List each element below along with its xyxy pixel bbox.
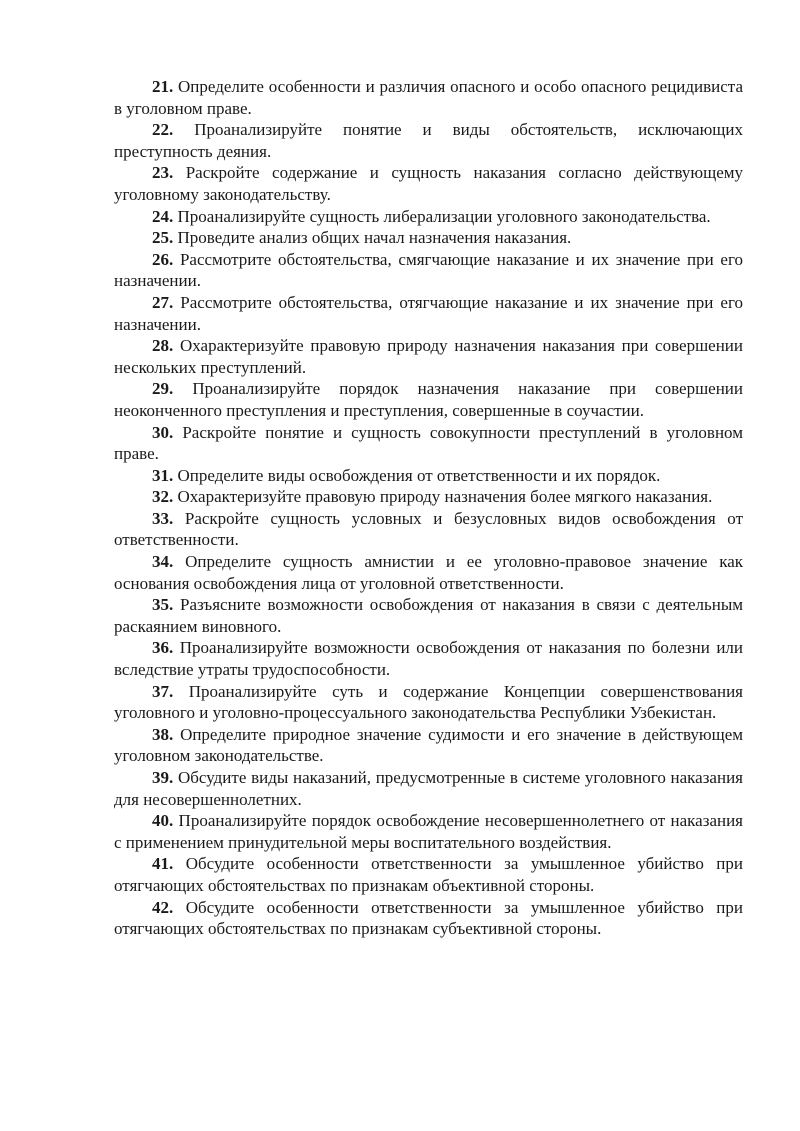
question-text: Определите виды освобождения от ответственности и их порядок. <box>177 465 661 485</box>
question-item <box>114 422 743 465</box>
question-text: Охарактеризуйте правовую природу назначения более мягкого наказания. <box>177 487 713 507</box>
question-text: Проанализируйте порядок освобождение несовершеннолетнего от наказания с применением принудительной меры воспитательного воздействия. <box>114 811 744 852</box>
question-number: 36. <box>152 638 174 658</box>
question-text: Определите природное значение судимости и его значение в действующем уголовном законодательстве. <box>114 724 743 766</box>
question-number: 22. <box>152 120 174 140</box>
question-item <box>114 551 743 594</box>
question-number: 39. <box>152 768 174 787</box>
question-text: Проанализируйте сущность либерализации уголовного законодательства. <box>177 206 711 226</box>
question-item <box>114 508 743 551</box>
question-text: Охарактеризуйте правовую природу назначения наказания при совершении нескольких преступлений. <box>114 336 744 377</box>
question-item <box>114 162 743 205</box>
question-number: 35. <box>152 595 174 615</box>
question-item <box>114 767 743 810</box>
question-item <box>114 853 743 896</box>
question-text: Раскройте понятие и сущность совокупности преступлений в уголовном праве. <box>114 422 743 464</box>
question-number: 23. <box>152 163 174 183</box>
question-text: Рассмотрите обстоятельства, смягчающие наказание и их значение при его назначении. <box>114 249 744 291</box>
question-number: 34. <box>152 552 174 572</box>
question-number: 26. <box>152 249 174 269</box>
question-item <box>114 119 743 162</box>
question-number: 42. <box>152 897 174 917</box>
question-text: Раскройте сущность условных и безусловных видов освобождения от ответственности. <box>114 508 743 550</box>
question-text: Разъясните возможности освобождения от наказания в связи с деятельным раскаянием виновного. <box>114 595 743 636</box>
question-item <box>114 897 743 940</box>
question-number: 21. <box>152 77 174 96</box>
question-item <box>114 292 743 335</box>
question-number: 28. <box>152 336 174 356</box>
question-item <box>114 206 743 228</box>
question-text: Обсудите особенности ответственности за умышленное убийство при отягчающих обстоятельствах по признакам объективной стороны. <box>114 854 743 895</box>
question-number: 37. <box>152 681 174 701</box>
question-number: 30. <box>152 422 174 442</box>
question-number: 38. <box>152 724 174 744</box>
question-text: Обсудите виды наказаний, предусмотренные в системе уголовного наказания для несовершеннолетних. <box>114 768 743 809</box>
question-item <box>114 249 743 292</box>
question-number: 29. <box>152 379 174 399</box>
question-number: 31. <box>152 465 174 485</box>
question-number: 24. <box>152 206 174 226</box>
question-item <box>114 637 743 680</box>
question-number: 25. <box>152 228 174 248</box>
question-text: Проанализируйте понятие и виды обстоятельств, исключающих преступность деяния. <box>114 120 743 161</box>
question-text: Определите сущность амнистии и ее уголовно-правовое значение как основания освобождения лица от уголовной ответственности. <box>114 552 743 593</box>
question-item <box>114 810 743 853</box>
question-number: 40. <box>152 811 174 831</box>
question-text: Раскройте содержание и сущность наказания согласно действующему уголовному законодательству. <box>114 163 743 204</box>
question-item <box>114 681 743 724</box>
question-item <box>114 76 743 119</box>
question-text: Проанализируйте порядок назначения наказание при совершении неоконченного преступления и преступления, совершенные в соучастии. <box>114 379 744 420</box>
question-item <box>114 465 743 487</box>
question-text: Рассмотрите обстоятельства, отягчающие наказание и их значение при его назначении. <box>114 292 743 334</box>
question-text: Проанализируйте возможности освобождения от наказания по болезни или вследствие утраты трудоспособности. <box>114 638 743 680</box>
question-text: Обсудите особенности ответственности за умышленное убийство при отягчающих обстоятельствах по признакам субъективной стороны. <box>114 897 743 939</box>
question-item <box>114 335 743 378</box>
question-text: Проведите анализ общих начал назначения наказания. <box>177 228 572 248</box>
question-item <box>114 594 743 637</box>
question-number: 41. <box>152 854 174 874</box>
question-number: 32. <box>152 487 174 507</box>
question-text: Проанализируйте суть и содержание Концепции совершенствования уголовного и уголовно-процессуального законодательства Республики Узбекистан. <box>114 681 743 723</box>
question-item <box>114 724 743 767</box>
question-text: Определите особенности и различия опасного и особо опасного рецидивиста в уголовном праве. <box>114 77 743 118</box>
question-number: 33. <box>152 508 174 528</box>
question-number: 27. <box>152 292 174 312</box>
question-item <box>114 378 743 421</box>
question-item <box>114 227 743 249</box>
question-item <box>114 486 743 508</box>
question-list <box>114 76 743 940</box>
